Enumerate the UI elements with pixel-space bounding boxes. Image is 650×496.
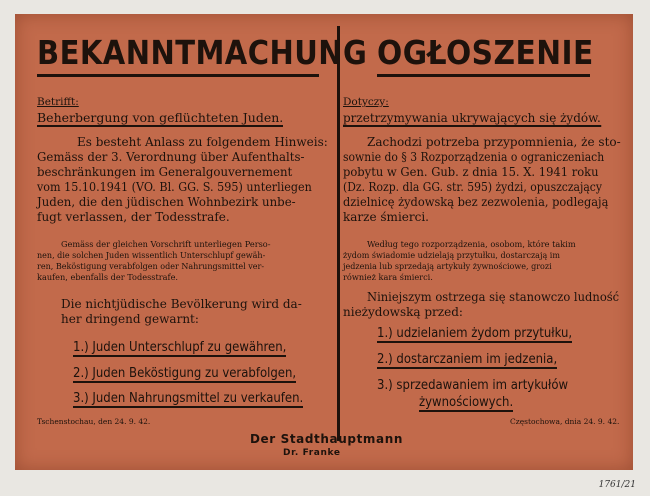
german-small-line: kaufen, ebenfalls der Todesstrafe. — [37, 272, 179, 282]
german-warning-line: Die nichtjüdische Bevölkerung wird da- — [61, 297, 302, 311]
polish-main-line: Zachodzi potrzeba przypomnienia, że sto- — [367, 135, 621, 149]
polish-headline: OGŁOSZENIE — [377, 33, 594, 72]
german-small-line: ren, Beköstigung verabfolgen oder Nahrungsmittel ver- — [37, 261, 265, 271]
german-warning-line: her dringend gewarnt: — [61, 312, 199, 326]
german-main-line: Gemäss der 3. Verordnung über Aufenthalts- — [37, 150, 305, 164]
poster — [15, 14, 633, 470]
german-main-line: fugt verlassen, der Todesstrafe. — [37, 210, 230, 224]
german-place-date: Tschenstochau, den 24. 9. 42. — [37, 417, 151, 426]
polish-headline-rule — [377, 74, 590, 77]
polish-small-line: Według tego rozporządzenia, osobom, które takim — [367, 239, 576, 249]
german-item-1: 1.) Juden Unterschlupf zu gewähren, — [73, 340, 287, 355]
polish-subject-label: Dotyczy: — [343, 96, 389, 108]
polish-subject: przetrzymywania ukrywających się żydów. — [343, 110, 601, 125]
polish-small-line: żydom świadomie udzielają przytułku, dostarczają im — [343, 250, 560, 260]
german-headline: BEKANNTMACHUNG — [37, 33, 368, 72]
polish-item-3-continuation: żywnościowych. — [419, 395, 514, 410]
signature-name: Dr. Franke — [283, 448, 341, 458]
german-headline-rule — [37, 74, 319, 77]
polish-main-line: (Dz. Rozp. dla GG. str. 595) żydzi, opuszczający — [343, 180, 602, 194]
polish-warning-line: nieżydowską przed: — [343, 305, 463, 319]
polish-main-line: karze śmierci. — [343, 210, 429, 224]
polish-item-2: 2.) dostarczaniem im jedzenia, — [377, 352, 558, 367]
german-main-line: vom 15.10.1941 (VO. Bl. GG. S. 595) unterliegen — [37, 180, 312, 194]
catalog-number: 1761/21 — [598, 480, 636, 490]
german-small-line: Gemäss der gleichen Vorschrift unterliegen Perso- — [61, 239, 271, 249]
polish-main-line: pobytu w Gen. Gub. z dnia 15. X. 1941 roku — [343, 165, 599, 179]
german-main-line: beschränkungen im Generalgouvernement — [37, 165, 293, 179]
german-small-line: nen, die solchen Juden wissentlich Unterschlupf gewäh- — [37, 250, 266, 260]
german-item-3: 3.) Juden Nahrungsmittel zu verkaufen. — [73, 391, 304, 406]
german-main-line: Juden, die den jüdischen Wohnbezirk unbe- — [37, 195, 296, 209]
polish-main-line: sownie do § 3 Rozporządzenia o ograniczeniach — [343, 150, 605, 164]
polish-place-date: Częstochowa, dnia 24. 9. 42. — [510, 417, 620, 426]
german-main-line: Es besteht Anlass zu folgendem Hinweis: — [77, 135, 328, 149]
polish-item-3: 3.) sprzedawaniem im artykułów — [377, 378, 569, 393]
signature-title: Der Stadthauptmann — [250, 432, 403, 446]
column-divider — [337, 26, 340, 441]
polish-warning-line: Niniejszym ostrzega się stanowczo ludność — [367, 290, 620, 304]
polish-small-line: jedzenia lub sprzedają artykuły żywnościowe, grozi — [343, 261, 552, 271]
polish-main-line: dzielnicę żydowską bez zezwolenia, podlegają — [343, 195, 609, 209]
german-subject-label: Betrifft: — [37, 96, 79, 108]
german-item-2: 2.) Juden Beköstigung zu verabfolgen, — [73, 366, 297, 381]
polish-item-1: 1.) udzielaniem żydom przytułku, — [377, 326, 573, 341]
polish-small-line: również kara śmierci. — [343, 272, 433, 282]
german-subject: Beherbergung von geflüchteten Juden. — [37, 110, 284, 125]
